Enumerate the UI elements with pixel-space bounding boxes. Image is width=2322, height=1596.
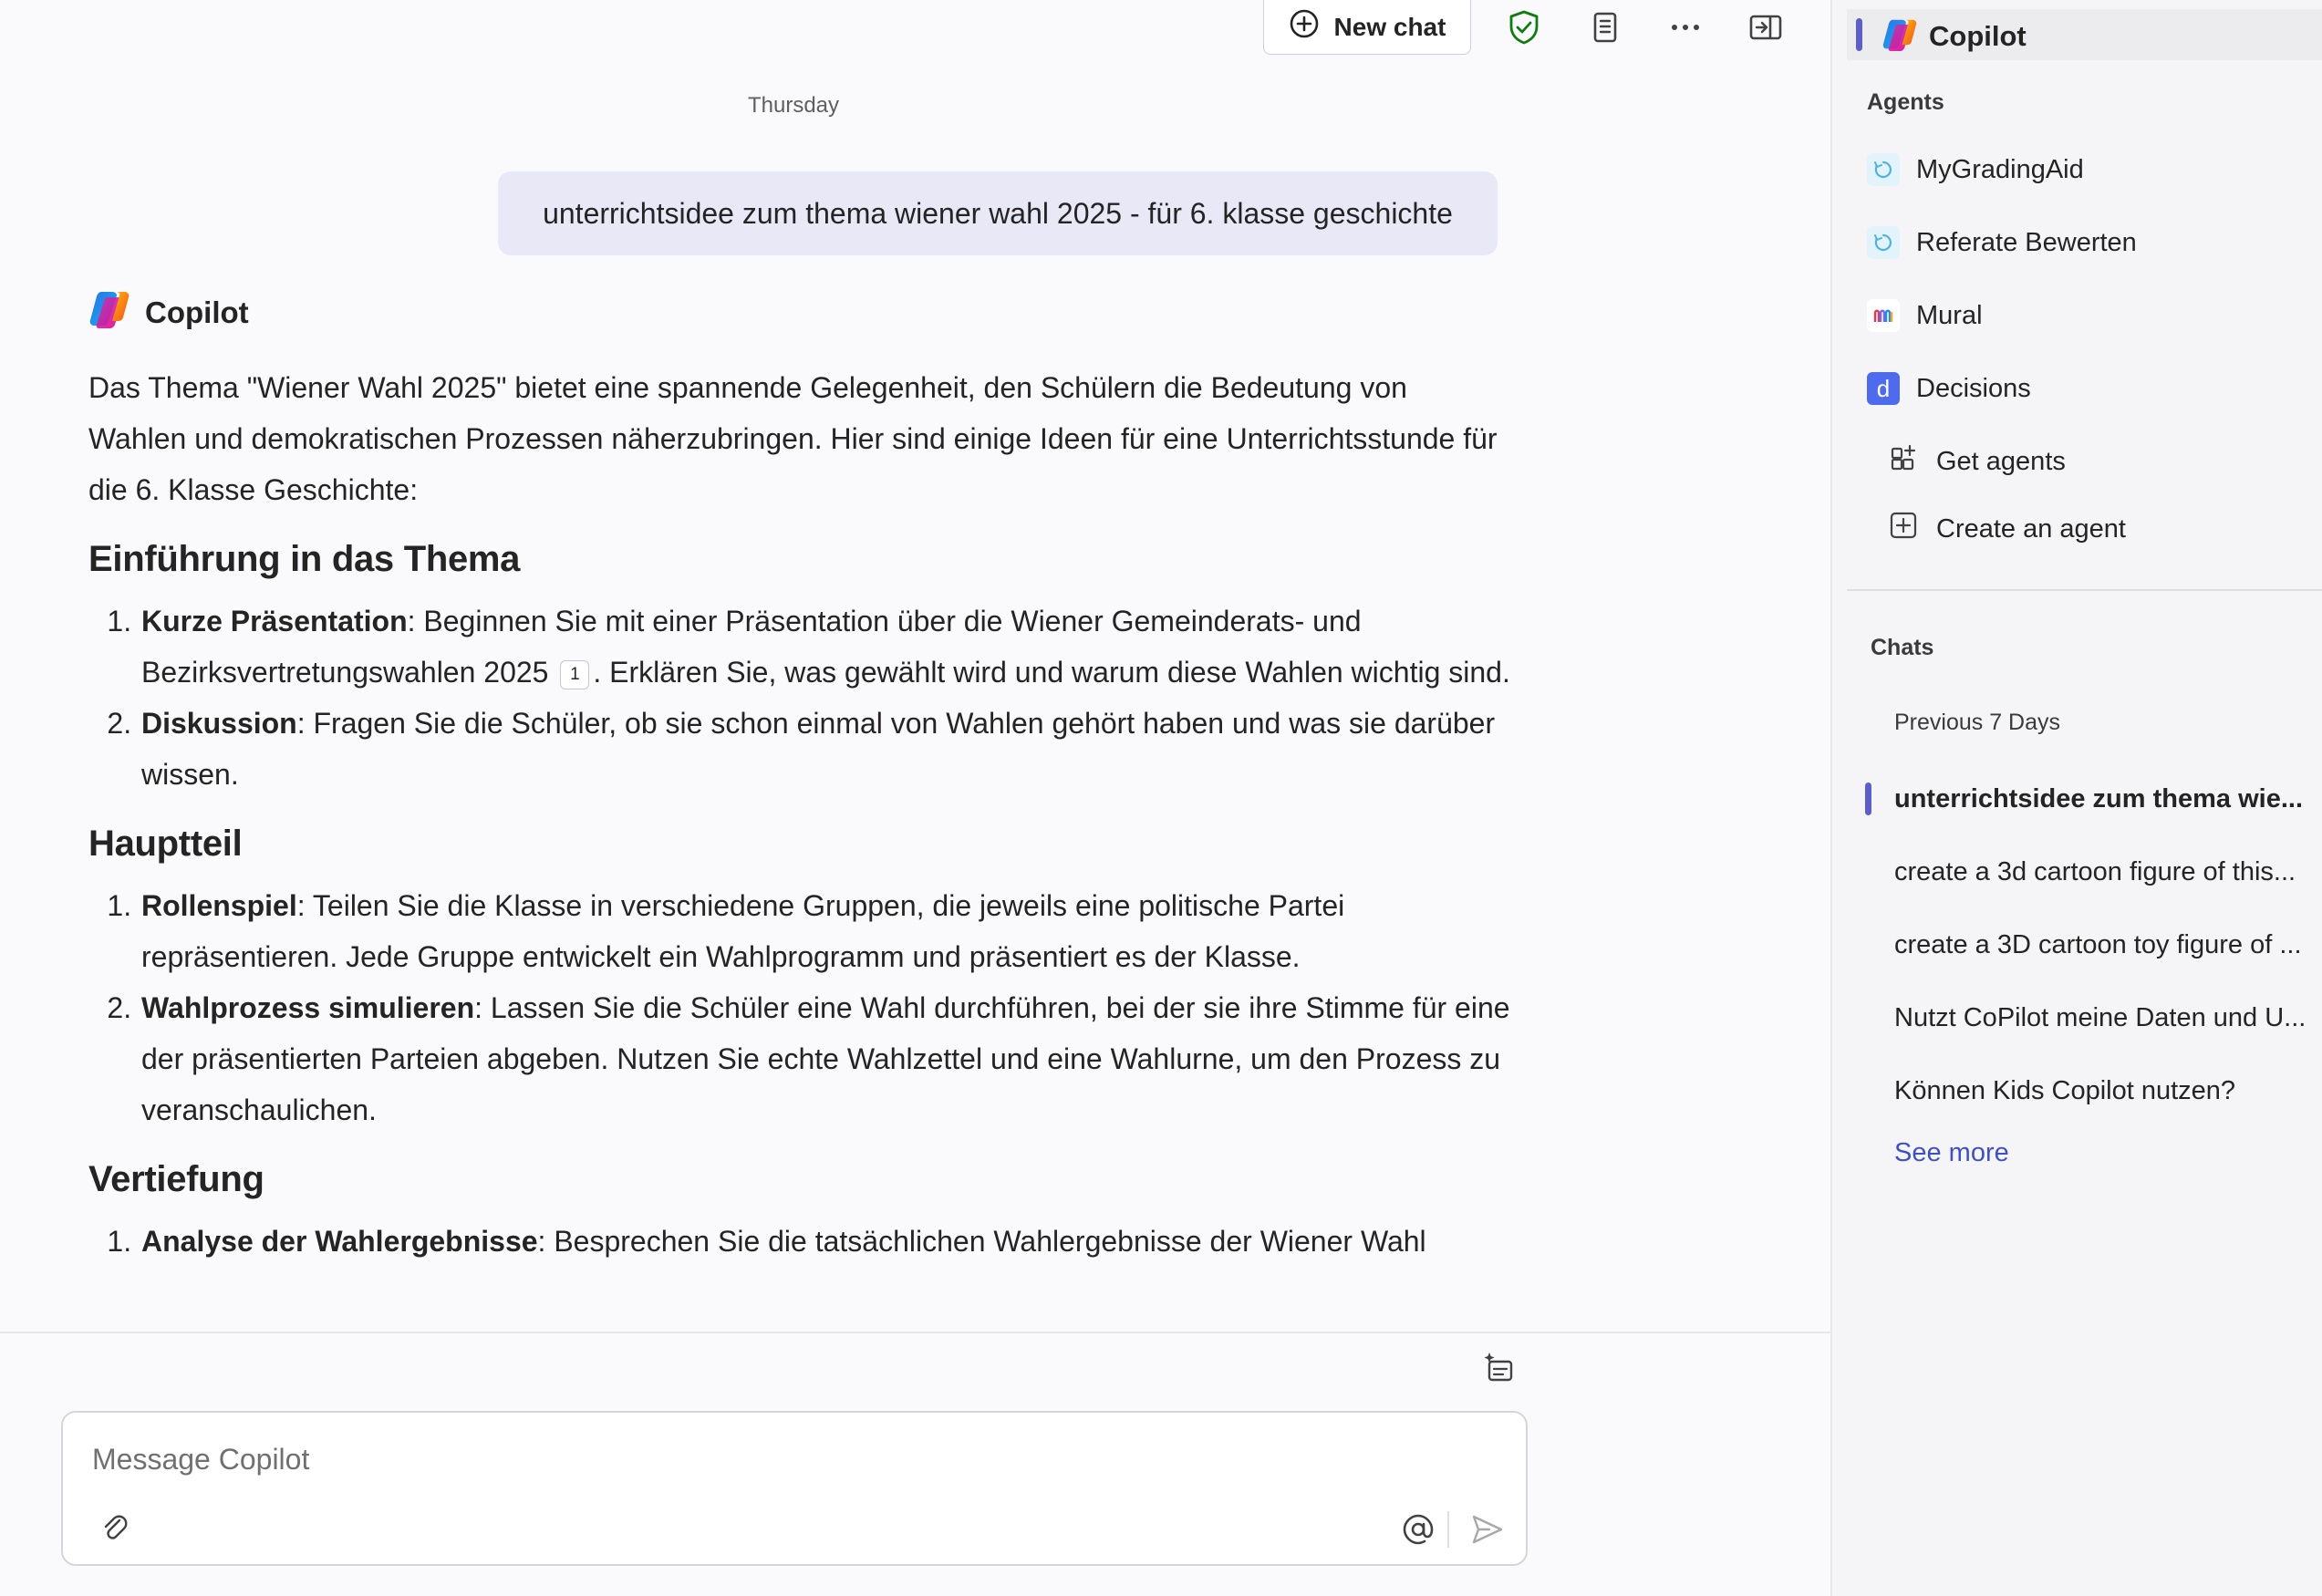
- chats-heading: Chats: [1871, 635, 1934, 660]
- active-indicator: [1856, 18, 1862, 51]
- chat-history-item[interactable]: unterrichtsidee zum thema wie...: [1894, 784, 2303, 814]
- agents-heading: Agents: [1867, 89, 1944, 115]
- sidebar-item-mygradingaid[interactable]: [1867, 144, 2084, 195]
- list-item-title: Diskussion: [141, 707, 297, 740]
- list-item-text: : Besprechen Sie die tatsächlichen Wahlergebnisse der Wiener Wahl: [537, 1225, 1426, 1258]
- chat-history-item[interactable]: Nutzt CoPilot meine Daten und U...: [1894, 1003, 2306, 1032]
- agent-label: Decisions: [1916, 373, 2031, 403]
- list-item: [140, 880, 1511, 982]
- section-list-deepening: [88, 1216, 1511, 1267]
- mention-icon[interactable]: [1398, 1509, 1438, 1549]
- day-separator: Thursday: [747, 93, 840, 118]
- list-item-text: . Erklären Sie, was gewählt wird und warum diese Wahlen wichtig sind.: [593, 656, 1510, 689]
- copilot-logo-icon: [88, 290, 130, 336]
- new-chat-label: New chat: [1333, 12, 1446, 41]
- sidebar-item-decisions[interactable]: [1867, 363, 2031, 414]
- active-indicator: [1865, 782, 1871, 815]
- section-heading-deepening: Vertiefung: [88, 1159, 264, 1199]
- send-icon[interactable]: [1467, 1509, 1508, 1549]
- get-agents-button[interactable]: [1889, 436, 2066, 487]
- notebook-icon[interactable]: [1585, 9, 1625, 46]
- copilot-logo-icon: [1881, 18, 1918, 56]
- list-item-title: Kurze Präsentation: [141, 605, 408, 637]
- more-icon[interactable]: [1665, 9, 1705, 46]
- sidebar-copilot-label: Copilot: [1929, 20, 2027, 52]
- list-item: [140, 1216, 1511, 1267]
- add-square-icon: [1889, 511, 1918, 547]
- mural-icon: [1867, 299, 1900, 332]
- sidebar-item-mural[interactable]: [1867, 290, 1983, 341]
- see-more-link[interactable]: See more: [1894, 1138, 2009, 1167]
- section-list-intro: [88, 596, 1511, 800]
- agent-label: Mural: [1916, 300, 1983, 330]
- answer-intro: Das Thema "Wiener Wahl 2025" bietet eine spannende Gelegenheit, den Schülern die Bedeutung von Wahlen und demokratischen Prozessen näherzubringen. Hier sind einige Ideen für eine Unterrichtsstunde für die 6. Klasse Geschichte:: [88, 371, 1498, 506]
- conversation-scroll-area[interactable]: [0, 57, 1830, 1332]
- composer-separator: [1447, 1511, 1449, 1548]
- create-agent-button[interactable]: [1889, 503, 2126, 554]
- composer-divider: [0, 1332, 1830, 1333]
- sidebar-divider: [1847, 589, 2322, 591]
- list-item-text: : Teilen Sie die Klasse in verschiedene Gruppen, die jeweils eine politische Partei repräsentieren. Jede Gruppe entwickelt ein Wahlprogramm und präsentiert es der Klasse.: [141, 889, 1345, 973]
- attach-icon[interactable]: [94, 1508, 134, 1548]
- citation-badge[interactable]: 1: [560, 660, 589, 689]
- list-item-title: Analyse der Wahlergebnisse: [141, 1225, 538, 1258]
- sidebar-toggle-icon[interactable]: [1746, 9, 1786, 46]
- message-composer: [61, 1411, 1528, 1566]
- list-item: [140, 596, 1511, 698]
- section-heading-main: Hauptteil: [88, 824, 243, 864]
- sidebar: [1830, 0, 2322, 1596]
- user-message-text: unterrichtsidee zum thema wiener wahl 2025 - für 6. klasse geschichte: [543, 196, 1453, 230]
- apps-add-icon: [1889, 443, 1918, 480]
- list-item-text: : Lassen Sie die Schüler eine Wahl durchführen, bei der sie ihre Stimme für eine der präsentierten Parteien abgeben. Nutzen Sie echte Wahlzettel und eine Wahlurne, um den Prozess zu veranschaulichen.: [141, 991, 1510, 1126]
- chat-history-item[interactable]: create a 3D cartoon toy figure of ...: [1894, 930, 2302, 959]
- decisions-icon: d: [1867, 372, 1900, 405]
- section-heading-intro: Einführung in das Thema: [88, 539, 521, 579]
- chats-period-label: Previous 7 Days: [1894, 710, 2061, 735]
- list-item: [140, 698, 1511, 800]
- list-item-text: : Fragen Sie die Schüler, ob sie schon einmal von Wahlen gehört haben und was sie darüber wissen.: [141, 707, 1496, 791]
- plus-circle-icon: [1289, 8, 1320, 46]
- assistant-name: Copilot: [145, 295, 249, 329]
- agent-icon: [1867, 226, 1900, 259]
- get-agents-label: Get agents: [1936, 446, 2066, 476]
- list-item-text: : Beginnen Sie mit einer Präsentation über die Wiener Gemeinderats- und Bezirksvertretungswahlen 2025: [141, 605, 1362, 689]
- chat-history-item[interactable]: create a 3d cartoon figure of this...: [1894, 857, 2296, 886]
- agent-label: MyGradingAid: [1916, 154, 2084, 184]
- prompt-guide-icon[interactable]: [1479, 1348, 1519, 1388]
- assistant-header: [88, 290, 249, 336]
- list-item-title: Rollenspiel: [141, 889, 297, 922]
- agent-icon: [1867, 153, 1900, 186]
- chat-history-item[interactable]: Können Kids Copilot nutzen?: [1894, 1076, 2236, 1105]
- section-list-main: [88, 880, 1511, 1135]
- create-agent-label: Create an agent: [1936, 513, 2126, 544]
- shield-check-icon[interactable]: [1504, 9, 1544, 46]
- assistant-message: [88, 362, 1511, 1267]
- top-toolbar: [0, 0, 1830, 57]
- agent-label: Referate Bewerten: [1916, 227, 2137, 257]
- new-chat-button[interactable]: [1263, 0, 1471, 55]
- message-input[interactable]: [90, 1438, 1371, 1480]
- list-item-title: Wahlprozess simulieren: [141, 991, 475, 1024]
- sidebar-item-copilot[interactable]: [1847, 9, 2322, 60]
- sidebar-item-referate-bewerten[interactable]: [1867, 217, 2137, 268]
- user-message-bubble: [498, 171, 1498, 255]
- list-item: [140, 982, 1511, 1135]
